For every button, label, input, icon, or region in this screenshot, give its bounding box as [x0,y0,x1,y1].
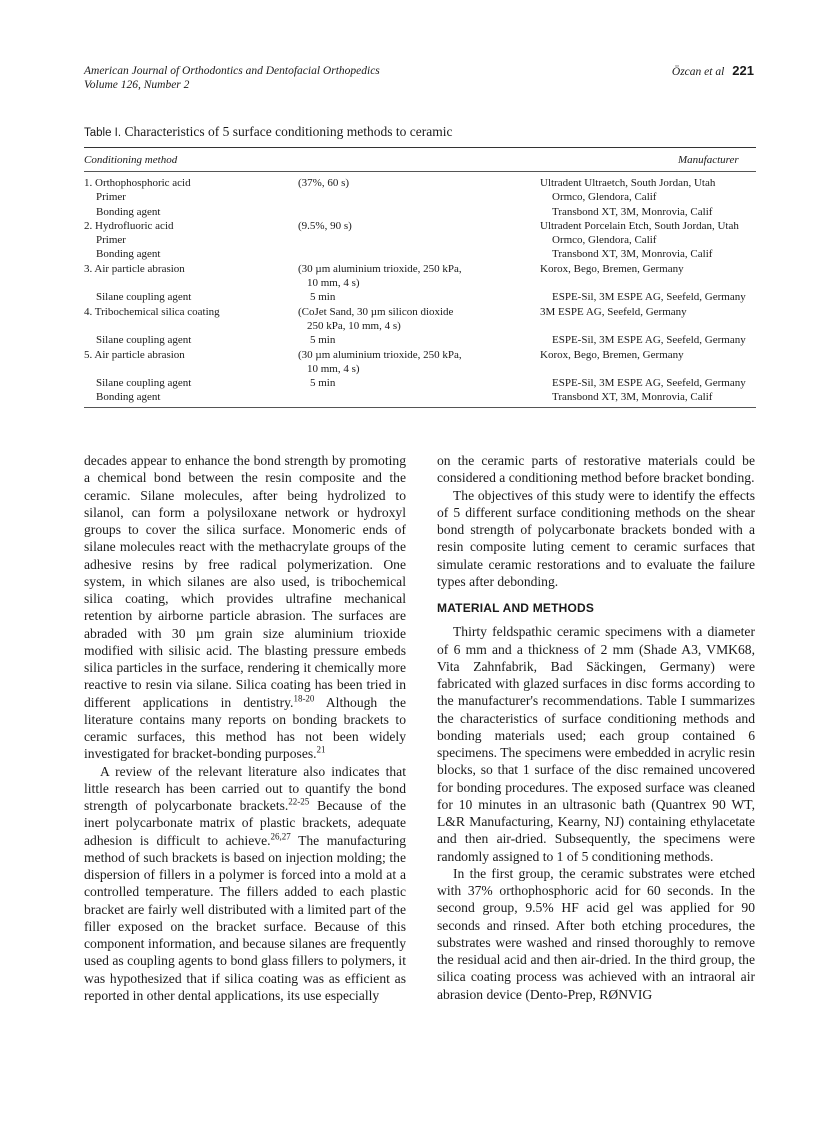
cell-parameters: 10 mm, 4 s) [307,277,360,290]
journal-name: American Journal of Orthodontics and Dentofacial Orthopedics [84,65,380,77]
table [84,147,756,408]
cell-manufacturer [549,362,756,376]
cell-manufacturer: Korox, Bego, Bremen, Germany [540,262,684,275]
text: Although the literature contains many reports on bonding brackets to ceramic surfaces, this method has not been widely investigated for bracket-bonding purposes. [84,694,407,762]
cell-manufacturer: Ultradent Porcelain Etch, South Jordan, Utah [540,219,739,232]
cell-manufacturer: ESPE-Sil, 3M ESPE AG, Seefeld, Germany [552,334,746,347]
journal-volume: Volume 126, Number 2 [84,79,190,91]
page-number: 221 [732,63,754,78]
cell-method: Primer [96,191,126,204]
cell-manufacturer: ESPE-Sil, 3M ESPE AG, Seefeld, Germany [552,291,746,304]
citation: 18-20 [293,692,315,703]
citation: 21 [316,744,326,755]
cell-manufacturer: Ormco, Glendora, Calif [552,234,657,247]
paragraph: The objectives of this study were to identify the effects of 5 different surface conditioning methods on the shear bond strength of polycarbonate brackets bonded with a resin composite luting cement to ceramic surfaces that simulate ceramic restorations and to evaluate the failure types after debonding. [437,487,755,589]
table-row [84,247,756,261]
cell-parameters: (30 µm aluminium trioxide, 250 kPa, [298,262,462,275]
citation: 26,27 [270,830,291,841]
cell-manufacturer: Ultradent Ultraetch, South Jordan, Utah [540,177,716,189]
cell-parameters: 5 min [310,377,336,390]
table-row [84,319,756,333]
table-row [84,276,756,290]
table-row [84,376,756,390]
cell-parameters: (9.5%, 90 s) [298,219,352,232]
cell-method: 3. Air particle abrasion [84,262,185,275]
cell-parameters [310,390,552,404]
cell-method [84,362,298,376]
cell-manufacturer: Transbond XT, 3M, Monrovia, Calif [552,391,713,404]
column-header-method: Conditioning method [84,153,178,166]
cell-parameters: (37%, 60 s) [298,177,350,189]
table-caption-text: Characteristics of 5 surface conditioning methods to ceramic [124,124,453,139]
table-row [84,333,756,347]
cell-method [84,319,298,333]
cell-parameters [310,247,552,261]
table-label: Table I. [84,127,122,139]
cell-method: Bonding agent [96,205,161,218]
table-row [84,190,756,204]
table-row [84,176,756,190]
left-column [84,452,406,1004]
table-row [84,233,756,247]
table-row [84,219,756,233]
table-header [84,148,756,172]
text: The manufacturing method of such brackets is based on injection molding; the dispersion of fillers in a polymer is forced into a mold at a controlled temperature. The fillers added to each plastic bracket are fairly well distributed with a limited part of the filler exposed on the bracket surface. Because of this component information, and because silanes are frequently used as coupling agents to bond glass fillers to polymers, it was hypothesized that if silica coating was as efficient as reported in other dental applications, its use especially [84,832,406,1003]
running-header-left [84,64,380,92]
cell-method: Silane coupling agent [96,377,192,390]
cell-method: Silane coupling agent [96,334,192,347]
running-header-right [672,64,754,79]
cell-parameters [310,190,552,204]
text: Because of the inert polycarbonate matrix of plastic brackets, adequate adhesion is difficult to achieve. [84,798,407,848]
cell-method: 5. Air particle abrasion [84,348,185,361]
table-body [84,172,756,407]
cell-parameters: 5 min [310,334,336,347]
cell-manufacturer: 3M ESPE AG, Seefeld, Germany [540,305,687,318]
table-row [84,348,756,362]
cell-parameters: (CoJet Sand, 30 µm silicon dioxide [298,305,454,318]
paragraph [84,763,406,1005]
cell-parameters: 250 kPa, 10 mm, 4 s) [307,319,401,332]
table-caption [84,124,452,140]
right-column [437,452,755,1003]
cell-parameters: 5 min [310,291,336,304]
cell-manufacturer: Korox, Bego, Bremen, Germany [540,348,684,361]
section-heading: MATERIAL AND METHODS [437,601,595,615]
cell-manufacturer [549,319,756,333]
cell-method: Silane coupling agent [96,291,192,304]
paragraph [84,452,406,763]
cell-parameters: 10 mm, 4 s) [307,362,360,375]
paragraph: on the ceramic parts of restorative materials could be considered a conditioning method before bracket bonding. [437,453,755,486]
text: A review of the relevant literature also indicates that little research has been carried out to quantify the bond strength of polycarbonate brackets. [84,763,406,813]
table-row [84,290,756,304]
table-row [84,362,756,376]
cell-method: 4. Tribochemical silica coating [84,305,220,318]
cell-method: Primer [96,234,126,247]
cell-manufacturer [549,276,756,290]
authors: Özcan et al [671,66,725,78]
column-header-manufacturer: Manufacturer [678,153,739,166]
cell-manufacturer: Ormco, Glendora, Calif [552,191,657,204]
table-row [84,390,756,404]
table-row [84,305,756,319]
paragraph: Thirty feldspathic ceramic specimens with a diameter of 6 mm and a thickness of 2 mm (Shade A3, VMK68, Vita Zahnfabrik, Bad Säckingen, Germany) were fabricated with glazed surfaces in disc forms according to the manufacturer's recommendations. Table I summarizes the characteristics of surface conditioning methods and bonding materials used; each group contained 6 specimens. The specimens were embedded in acrylic resin blocks, so that 1 surface of the disc remained uncovered for bonding procedures. The exposed surface was cleaned for 10 minutes in an ultrasonic bath (Quantrex 90 WT, L&R Manufacturing, Kearny, NJ) containing ethylacetate and then air-dried. Subsequently, the specimens were randomly assigned to 1 of 5 conditioning methods. [437,624,755,864]
cell-method [84,276,298,290]
cell-method: Bonding agent [96,248,161,261]
cell-method: 1. Orthophosphoric acid [84,177,191,189]
paragraph: In the first group, the ceramic substrates were etched with 37% orthophosphoric acid for 60 seconds. In the second group, 9.5% HF acid gel was applied for 90 seconds and rinsed. After both etching procedures, the substrates were washed and rinsed thoroughly to remove the residual acid and then air-dried. In the third group, the silica coating process was achieved with an intraoral air abrasion device (Dento-Prep, RØNVIG [437,865,755,1002]
cell-manufacturer: Transbond XT, 3M, Monrovia, Calif [552,205,713,218]
table-row [84,262,756,276]
cell-parameters: (30 µm aluminium trioxide, 250 kPa, [298,348,462,361]
cell-method: 2. Hydrofluoric acid [84,219,174,232]
cell-method: Bonding agent [96,391,161,404]
cell-manufacturer: ESPE-Sil, 3M ESPE AG, Seefeld, Germany [552,377,746,390]
cell-parameters [310,205,552,219]
text: decades appear to enhance the bond strength by promoting a chemical bond between the resin composite and the ceramic. Silane molecules, after being hydrolized to silanol, can form a polysiloxane network or hydroxyl groups to cover the silica surface. Monomeric ends of silane molecules react with the methacrylate groups of the adhesive resins by free radical polymerization. One system, in which silanes are also used, is tribochemical silica coating, which provides ultrafine mechanical retention by airborne particle abrasion. The surfaces are abraded with 30 µm grain size aluminium trioxide modified with silisic acid. The blasting pressure embeds silica particles in the surface, rendering it chemically more reactive to resin via silane. Silica coating has been tried in different applications in dentistry. [84,453,406,710]
table-row [84,205,756,219]
citation: 22-25 [288,796,310,807]
cell-manufacturer: Transbond XT, 3M, Monrovia, Calif [552,248,713,261]
cell-parameters [310,233,552,247]
